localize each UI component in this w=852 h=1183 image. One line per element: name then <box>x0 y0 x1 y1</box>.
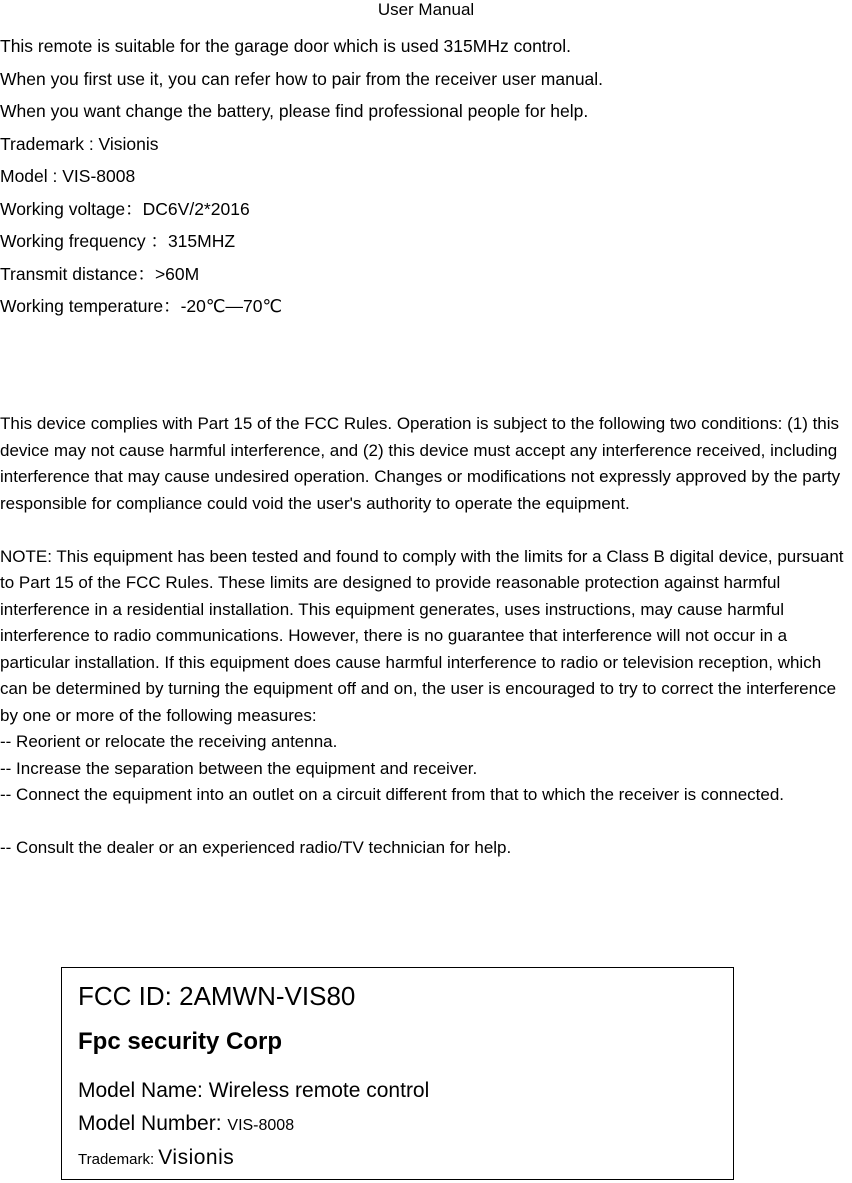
measure-reorient: -- Reorient or relocate the receiving antenna. <box>0 732 338 751</box>
spec-trademark: Trademark : Visionis <box>0 133 159 154</box>
product-label-box <box>61 967 734 1180</box>
spec-frequency: Working frequency ：315MHZ <box>0 231 236 251</box>
trademark-value: Visionis <box>158 1146 235 1169</box>
intro-line-battery: When you want change the battery, please find professional people for help. <box>0 101 589 121</box>
measure-outlet: -- Connect the equipment into an outlet on a circuit different from that to which the receiver is connected. <box>0 785 785 804</box>
measure-consult: -- Consult the dealer or an experienced radio/TV technician for help. <box>0 838 512 857</box>
spec-list <box>0 30 603 323</box>
model-name: Model Name: Wireless remote control <box>78 1079 430 1102</box>
fcc-statement: This device complies with Part 15 of the FCC Rules. Operation is subject to the following two conditions: (1) this device may not cause harmful interference, and (2) this device must accept any interference received, including interference that may cause undesired operation. Changes or modifications not expressly approved by the party responsible for compliance could void the user's authority to operate the equipment. <box>0 414 841 513</box>
paragraph-spacer <box>0 517 852 544</box>
trademark-label: Trademark: <box>78 1151 159 1168</box>
label-trademark <box>78 1145 234 1173</box>
model-number-value: VIS-8008 <box>227 1117 295 1134</box>
spec-model: Model : VIS-8008 <box>0 166 136 186</box>
page-title: User Manual <box>377 0 475 19</box>
company-name: Fpc security Corp <box>78 1028 283 1055</box>
spec-temperature: Working temperature：-20℃—70℃ <box>0 296 283 316</box>
intro-line-suitability: This remote is suitable for the garage door which is used 315MHz control. <box>0 36 571 56</box>
spec-distance: Transmit distance：>60M <box>0 263 200 284</box>
fcc-note: NOTE: This equipment has been tested and found to comply with the limits for a Class B digital device, pursuant to Part 15 of the FCC Rules. These limits are designed to provide reasonable protection against harmful interference in a residential installation. This equipment generates, uses instructions, may cause harmful interference to radio communications. However, there is no guarantee that interference will not occur in a particular installation. If this equipment does cause harmful interference to radio or television reception, which can be determined by turning the equipment off and on, the user is encouraged to try to correct the interference by one or more of the following measures: <box>0 546 844 725</box>
measure-separation: -- Increase the separation between the equipment and receiver. <box>0 758 478 778</box>
intro-line-pairing: When you first use it, you can refer how to pair from the receiver user manual. <box>0 68 604 89</box>
fcc-id: FCC ID: 2AMWN-VIS80 <box>78 981 356 1011</box>
model-number-label: Model Number: <box>78 1112 228 1135</box>
spec-voltage: Working voltage：DC6V/2*2016 <box>0 198 250 219</box>
fcc-compliance-section <box>0 411 852 862</box>
paragraph-spacer <box>0 809 852 836</box>
model-number <box>78 1111 294 1139</box>
